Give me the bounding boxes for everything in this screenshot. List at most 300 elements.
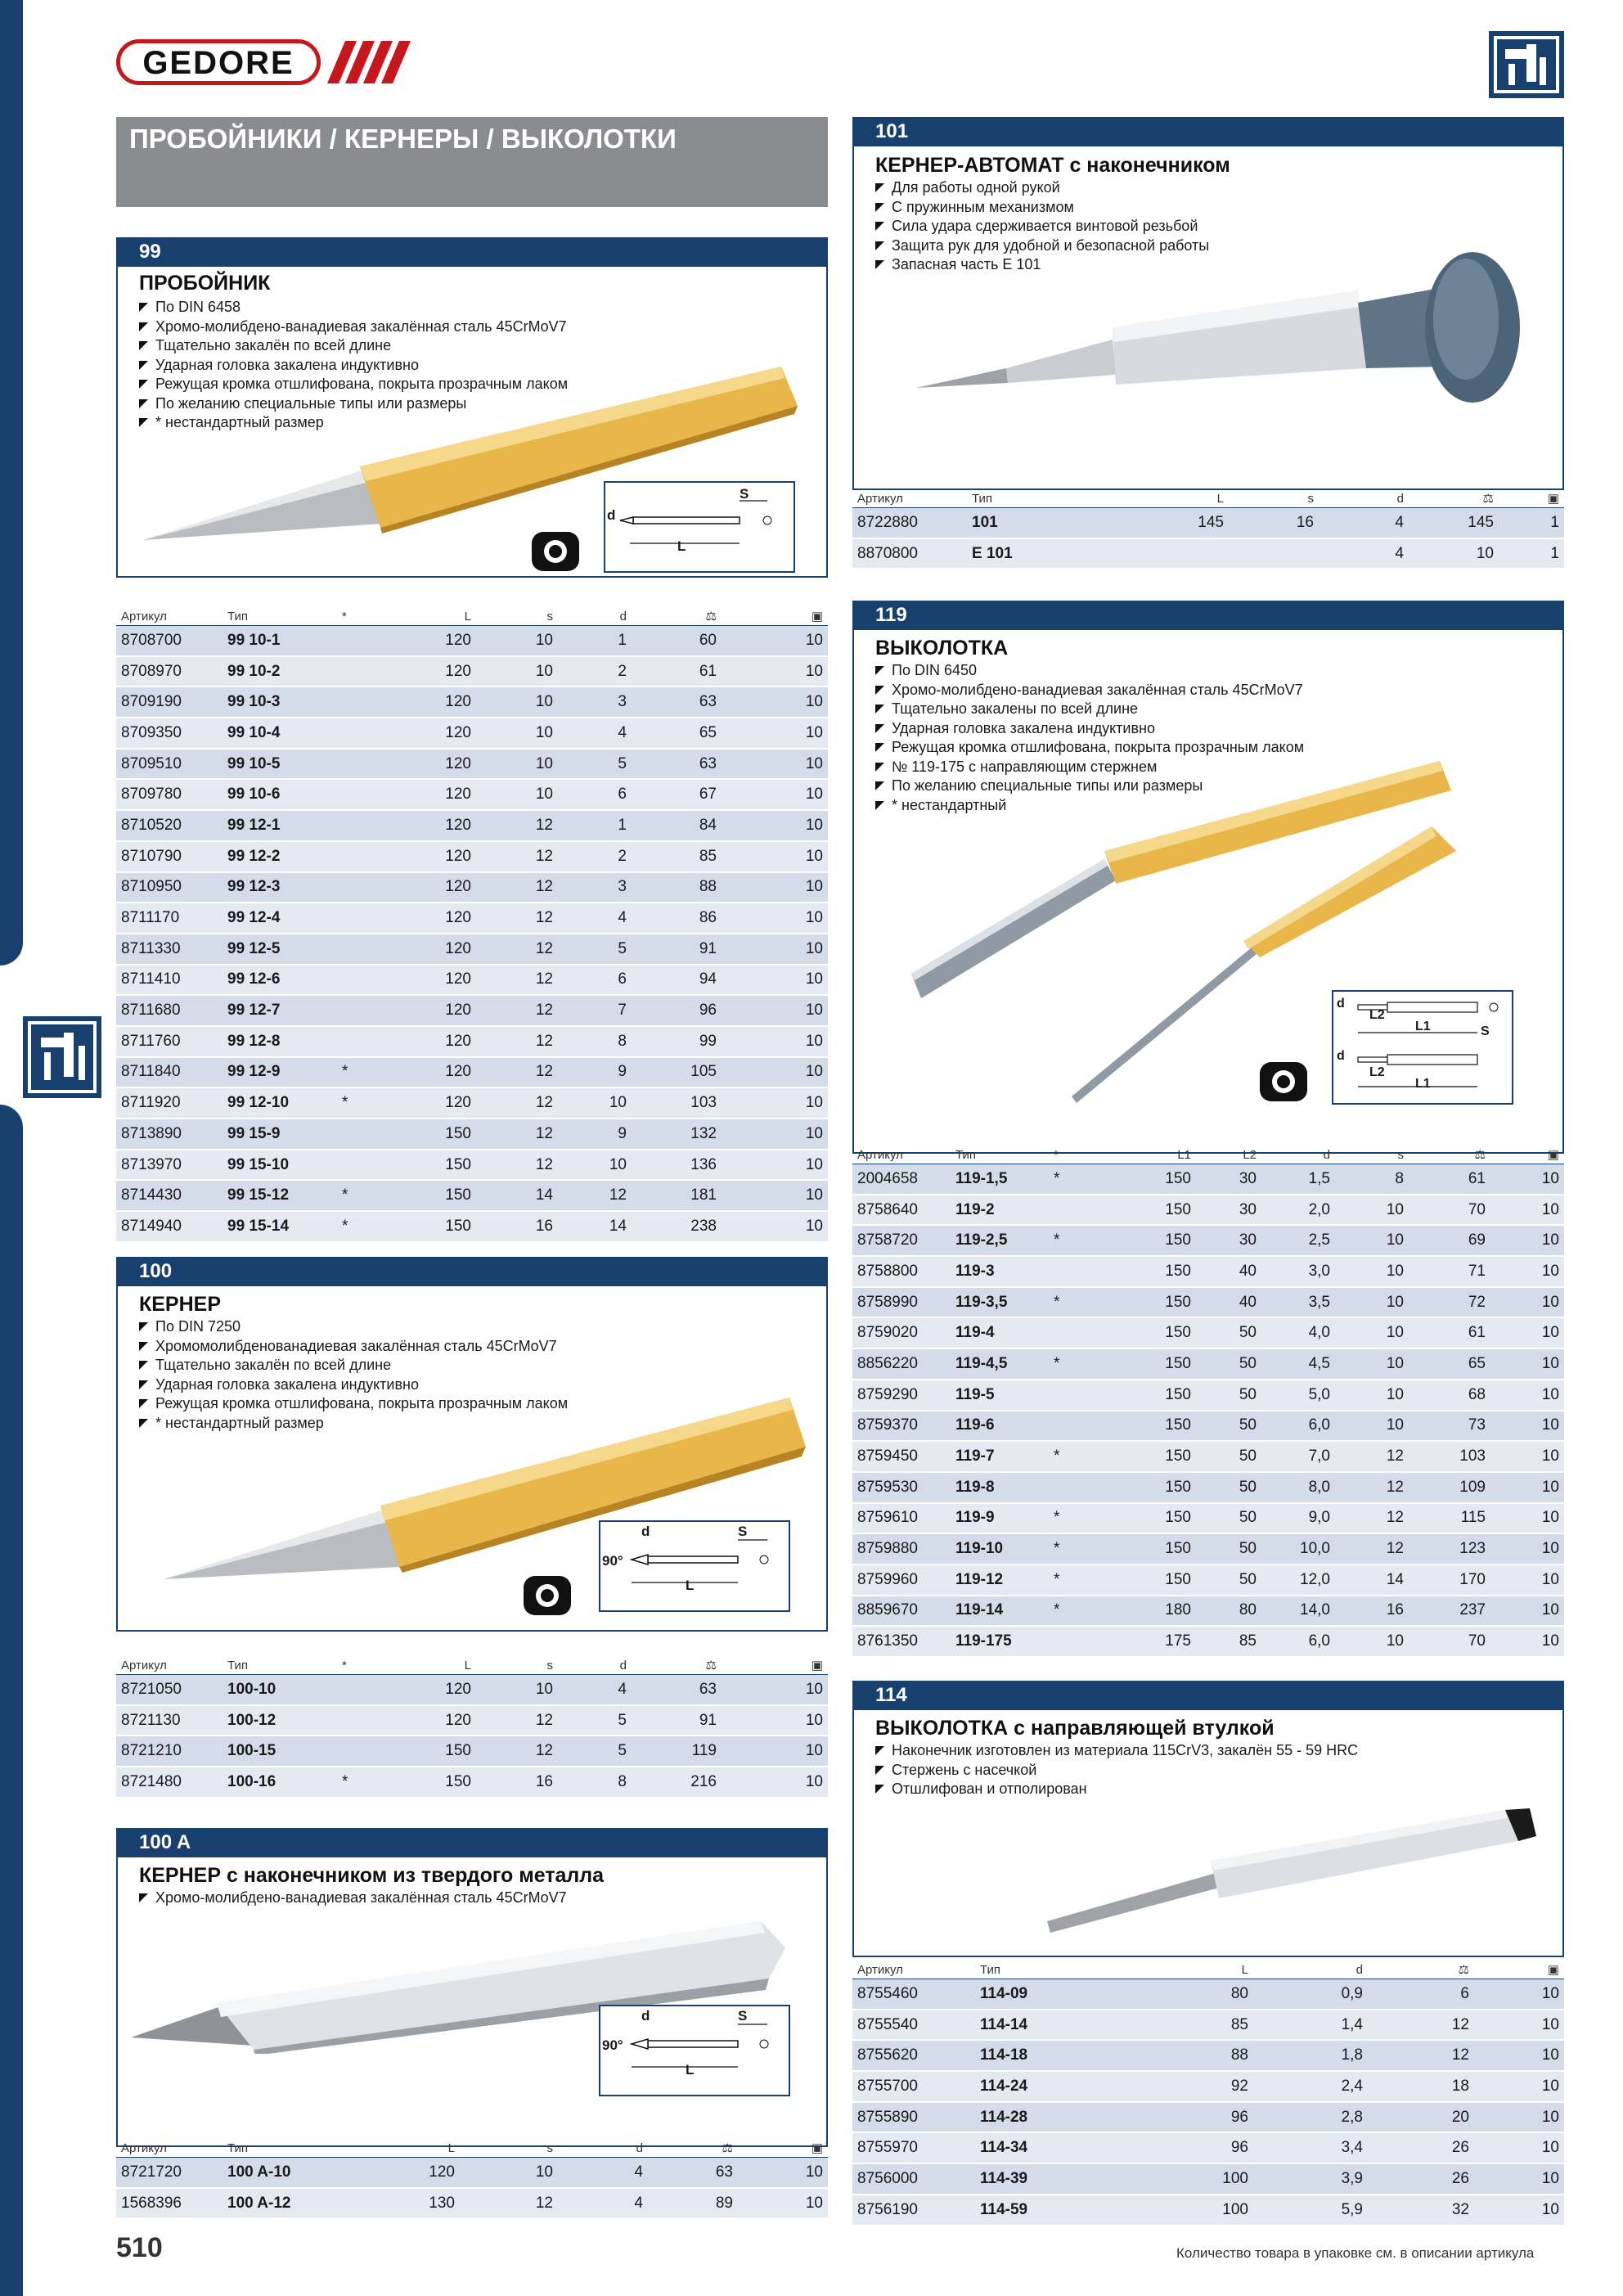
pack-quantity-icon: ▣ <box>722 607 828 626</box>
section-101-rows <box>852 508 1564 569</box>
table-cell <box>337 903 370 934</box>
section-100a-table <box>116 2139 828 2219</box>
table-cell: 99 10-3 <box>223 687 337 718</box>
table-cell: 150 <box>1098 1287 1196 1318</box>
feature-item: По DIN 7250 <box>139 1317 568 1337</box>
table-cell: 10 <box>722 1736 828 1767</box>
table-cell: 0,9 <box>1253 1979 1368 2010</box>
table-cell: 8711920 <box>116 1087 223 1119</box>
col-article: Артикул <box>852 1961 975 1979</box>
table-row <box>116 1150 828 1181</box>
table-row <box>852 1533 1564 1564</box>
table-cell <box>337 656 370 687</box>
diagram-label-s: S <box>1481 1024 1490 1038</box>
col-type: Тип <box>951 1146 1049 1164</box>
feature-item: Тщательно закалён по всей длине <box>139 336 568 356</box>
section-100-title: КЕРНЕР <box>139 1293 222 1316</box>
feature-item: Защита рук для удобной и безопасной работы <box>875 236 1209 256</box>
table-cell: 16 <box>476 1211 558 1242</box>
table-cell <box>337 1119 370 1150</box>
table-cell: 96 <box>1122 2102 1253 2133</box>
col-article: Артикул <box>852 1146 951 1164</box>
table-cell: 50 <box>1196 1564 1261 1596</box>
table-cell: 99 10-1 <box>223 626 337 656</box>
table-cell: 10 <box>1335 1256 1409 1287</box>
table-cell: 8755540 <box>852 2010 975 2041</box>
table-cell: 99 12-3 <box>223 872 337 903</box>
feature-item: Ударная головка закалена индуктивно <box>139 356 568 376</box>
table-cell: 70 <box>1409 1195 1490 1226</box>
table-cell: * <box>1049 1225 1098 1256</box>
pack-quantity-icon: ▣ <box>1474 1961 1564 1979</box>
table-row <box>852 1348 1564 1380</box>
table-cell: 8714940 <box>116 1211 223 1242</box>
table-cell: 10 <box>722 1057 828 1088</box>
table-cell: 119-2,5 <box>951 1225 1049 1256</box>
table-cell: 12 <box>1335 1533 1409 1564</box>
table-cell: 10 <box>722 1150 828 1181</box>
table-header-row <box>852 489 1564 508</box>
table-cell: 10 <box>1490 1441 1564 1472</box>
table-cell <box>337 1026 370 1057</box>
table-cell: 136 <box>632 1150 722 1181</box>
table-cell: 8711840 <box>116 1057 223 1088</box>
section-119-diagram <box>1332 990 1513 1105</box>
table-cell: 4 <box>1319 538 1409 569</box>
table-row <box>852 2040 1564 2071</box>
table-cell: 10 <box>1335 1411 1409 1442</box>
table-cell: 8709510 <box>116 749 223 780</box>
section-119-title: ВЫКОЛОТКА <box>875 637 1009 660</box>
table-cell: 63 <box>632 687 722 718</box>
diagram-label-d: d <box>1337 997 1345 1011</box>
table-cell: 120 <box>370 841 476 872</box>
table-cell: 12 <box>476 1150 558 1181</box>
table-cell: 61 <box>1409 1164 1490 1195</box>
table-cell: 114-24 <box>975 2071 1122 2102</box>
table-cell: 150 <box>1098 1256 1196 1287</box>
table-cell <box>1049 1195 1098 1226</box>
table-cell: * <box>337 1057 370 1088</box>
table-cell: 8709350 <box>116 718 223 749</box>
table-cell: 8 <box>558 1026 632 1057</box>
section-100a-number: 100 A <box>116 1828 828 1857</box>
table-cell: 2 <box>558 656 632 687</box>
table-cell: 10 <box>1490 1225 1564 1256</box>
table-cell: 50 <box>1196 1348 1261 1380</box>
table-cell: 12 <box>1368 2010 1474 2041</box>
col-s: s <box>476 607 558 626</box>
section-100-rows <box>116 1675 828 1798</box>
table-cell: 150 <box>1098 1472 1196 1503</box>
table-row <box>852 1596 1564 1627</box>
table-cell: 8758720 <box>852 1225 951 1256</box>
table-cell: 12 <box>476 1705 558 1736</box>
table-cell: 150 <box>1098 1533 1196 1564</box>
feature-item: Режущая кромка отшлифована, покрыта прозрачным лаком <box>139 1394 568 1414</box>
table-cell: 50 <box>1196 1472 1261 1503</box>
table-cell: 10 <box>1474 2195 1564 2226</box>
table-cell: 119-1,5 <box>951 1164 1049 1195</box>
table-cell: 8711410 <box>116 965 223 996</box>
table-cell: 1 <box>1499 538 1564 569</box>
table-cell: 10 <box>1490 1164 1564 1195</box>
section-119-number: 119 <box>852 601 1564 630</box>
pack-quantity-icon: ▣ <box>1490 1146 1564 1164</box>
table-row <box>116 841 828 872</box>
table-cell: 12 <box>476 903 558 934</box>
table-cell: 10,0 <box>1261 1533 1335 1564</box>
table-cell: 85 <box>1122 2010 1253 2041</box>
table-cell: 1 <box>558 626 632 656</box>
diagram-label-l: L <box>686 2062 695 2078</box>
table-cell: 216 <box>632 1767 722 1798</box>
side-tool-icon <box>23 1016 101 1098</box>
feature-item: * нестандартный размер <box>139 413 568 433</box>
table-cell <box>337 965 370 996</box>
col-type: Тип <box>223 607 337 626</box>
table-cell: 114-18 <box>975 2040 1122 2071</box>
table-cell: 100-15 <box>223 1736 337 1767</box>
table-cell: 1,5 <box>1261 1164 1335 1195</box>
table-row <box>852 2071 1564 2102</box>
side-tab-bottom <box>0 1105 23 2296</box>
weight-icon: ⚖ <box>632 1656 722 1675</box>
table-cell: 8711680 <box>116 995 223 1026</box>
table-cell: 120 <box>370 1026 476 1057</box>
table-row <box>852 1503 1564 1534</box>
table-cell: 99 15-10 <box>223 1150 337 1181</box>
table-cell: 20 <box>1368 2102 1474 2133</box>
table-cell: 100-10 <box>223 1675 337 1705</box>
table-row <box>852 1256 1564 1287</box>
table-cell: 12 <box>476 995 558 1026</box>
table-cell: 99 15-9 <box>223 1119 337 1150</box>
feature-item: № 119-175 с направляющим стержнем <box>875 758 1304 777</box>
table-cell: 150 <box>1098 1503 1196 1534</box>
table-cell: 12 <box>476 1026 558 1057</box>
table-cell: 8759020 <box>852 1317 951 1348</box>
table-cell: 175 <box>1098 1626 1196 1657</box>
table-cell: 10 <box>722 626 828 656</box>
col-l2: L2 <box>1196 1146 1261 1164</box>
table-cell: * <box>1049 1503 1098 1534</box>
table-cell: 8758800 <box>852 1256 951 1287</box>
table-cell: 12 <box>476 1736 558 1767</box>
table-cell: 120 <box>370 687 476 718</box>
table-cell: 50 <box>1196 1441 1261 1472</box>
table-cell: 8755970 <box>852 2132 975 2163</box>
table-cell <box>337 934 370 965</box>
diagram-label-angle: 90° <box>602 1553 623 1569</box>
table-cell: 10 <box>722 1211 828 1242</box>
table-cell: 10 <box>722 841 828 872</box>
table-cell: 120 <box>370 626 476 656</box>
table-cell: 10 <box>738 2188 828 2219</box>
table-cell: 8721050 <box>116 1675 223 1705</box>
section-101-table <box>852 489 1564 569</box>
table-cell: 10 <box>1490 1472 1564 1503</box>
section-99-table <box>116 607 828 1243</box>
page-title-banner <box>116 117 828 207</box>
table-cell: 10 <box>1409 538 1499 569</box>
table-cell: 99 15-12 <box>223 1180 337 1211</box>
col-s: s <box>476 1656 558 1675</box>
table-cell: 181 <box>632 1180 722 1211</box>
table-cell: 10 <box>722 1026 828 1057</box>
table-cell: 103 <box>632 1087 722 1119</box>
feature-item: Тщательно закалены по всей длине <box>875 700 1304 719</box>
table-cell: 120 <box>370 779 476 810</box>
table-cell: 119-6 <box>951 1411 1049 1442</box>
table-cell <box>1229 538 1319 569</box>
table-row <box>852 2132 1564 2163</box>
diagram-label-s: S <box>738 2008 748 2024</box>
table-cell: 114-14 <box>975 2010 1122 2041</box>
table-cell: 99 12-8 <box>223 1026 337 1057</box>
table-cell: 8710790 <box>116 841 223 872</box>
table-cell: 99 12-7 <box>223 995 337 1026</box>
table-cell: 99 12-6 <box>223 965 337 996</box>
table-cell: 99 <box>632 1026 722 1057</box>
table-cell: 1 <box>1499 508 1564 538</box>
table-cell: 114-39 <box>975 2163 1122 2195</box>
table-header-row <box>852 1961 1564 1979</box>
table-row <box>852 1979 1564 2010</box>
table-cell: 65 <box>632 718 722 749</box>
table-cell: 120 <box>370 718 476 749</box>
table-cell: 10 <box>1474 2071 1564 2102</box>
table-cell: * <box>1049 1533 1098 1564</box>
gs-certification-icon <box>1258 1060 1309 1103</box>
section-99-diagram <box>604 481 795 573</box>
table-row <box>116 934 828 965</box>
page-title: ПРОБОЙНИКИ / КЕРНЕРЫ / ВЫКОЛОТКИ <box>129 124 677 154</box>
punch-hammer-icon <box>1489 31 1564 98</box>
table-cell: 150 <box>1098 1441 1196 1472</box>
table-row <box>852 2010 1564 2041</box>
table-cell: 119-5 <box>951 1380 1049 1411</box>
table-cell: 8759610 <box>852 1503 951 1534</box>
table-cell: 119-2 <box>951 1195 1049 1226</box>
table-cell: 100 <box>1122 2163 1253 2195</box>
table-row <box>116 903 828 934</box>
table-cell: 10 <box>1474 2040 1564 2071</box>
table-row <box>852 1287 1564 1318</box>
table-cell: 10 <box>1474 1979 1564 2010</box>
table-cell: 18 <box>1368 2071 1474 2102</box>
table-cell <box>337 779 370 810</box>
table-row <box>852 508 1564 538</box>
table-cell: 3,0 <box>1261 1256 1335 1287</box>
table-cell: 10 <box>1490 1348 1564 1380</box>
feature-item: * нестандартный <box>875 796 1304 816</box>
table-cell <box>1098 538 1229 569</box>
col-l: L <box>370 1656 476 1675</box>
table-cell: 50 <box>1196 1380 1261 1411</box>
table-cell: 10 <box>722 872 828 903</box>
table-cell: 119-14 <box>951 1596 1049 1627</box>
table-cell: * <box>1049 1564 1098 1596</box>
table-cell: 50 <box>1196 1411 1261 1442</box>
table-cell <box>1049 1380 1098 1411</box>
table-cell: 10 <box>476 718 558 749</box>
table-cell: 10 <box>722 1705 828 1736</box>
table-cell: 10 <box>1490 1317 1564 1348</box>
section-114-number: 114 <box>852 1681 1564 1710</box>
col-star: * <box>337 607 370 626</box>
table-cell: 120 <box>370 965 476 996</box>
table-cell: 4 <box>558 718 632 749</box>
table-cell: 65 <box>1409 1348 1490 1380</box>
pack-quantity-icon: ▣ <box>738 2139 828 2158</box>
table-cell: 8755620 <box>852 2040 975 2071</box>
table-cell: 26 <box>1368 2132 1474 2163</box>
table-cell: 8 <box>1335 1164 1409 1195</box>
diagram-label-angle: 90° <box>602 2037 623 2053</box>
table-cell: 150 <box>1098 1195 1196 1226</box>
table-cell: 32 <box>1368 2195 1474 2226</box>
table-cell: 8,0 <box>1261 1472 1335 1503</box>
feature-item: Отшлифован и отполирован <box>875 1780 1358 1799</box>
table-cell: 115 <box>1409 1503 1490 1534</box>
table-cell: 8 <box>558 1767 632 1798</box>
feature-item: Режущая кромка отшлифована, покрыта прозрачным лаком <box>875 738 1304 758</box>
table-cell: 63 <box>648 2158 738 2188</box>
table-row <box>116 1736 828 1767</box>
table-cell: 10 <box>1335 1380 1409 1411</box>
table-cell: 4,0 <box>1261 1317 1335 1348</box>
table-cell <box>337 749 370 780</box>
table-cell: 1 <box>558 810 632 841</box>
col-article: Артикул <box>116 607 223 626</box>
table-cell: 96 <box>632 995 722 1026</box>
table-cell: 99 15-14 <box>223 1211 337 1242</box>
feature-item: Ударная головка закалена индуктивно <box>875 719 1304 739</box>
table-cell: 145 <box>1409 508 1499 538</box>
section-100a-diagram <box>599 2005 790 2096</box>
feature-item: Сила удара сдерживается винтовой резьбой <box>875 217 1209 236</box>
diagram-label-l1: L1 <box>1415 1077 1431 1091</box>
table-cell: 99 12-2 <box>223 841 337 872</box>
table-cell: 63 <box>632 749 722 780</box>
table-cell: 9 <box>558 1119 632 1150</box>
table-cell: 10 <box>1335 1195 1409 1226</box>
col-type: Тип <box>975 1961 1122 1979</box>
table-cell: 10 <box>476 656 558 687</box>
section-99-title: ПРОБОЙНИК <box>139 272 271 295</box>
feature-item: По желанию специальные типы или размеры <box>875 777 1304 796</box>
table-row <box>852 1472 1564 1503</box>
table-cell: 100 A-12 <box>223 2188 353 2219</box>
table-cell: 99 10-2 <box>223 656 337 687</box>
table-row <box>852 538 1564 569</box>
table-cell: 12,0 <box>1261 1564 1335 1596</box>
feature-item: Стержень с насечкой <box>875 1761 1358 1781</box>
feature-item: Хромомолибденованадиевая закалённая сталь 45CrMoV7 <box>139 1337 568 1357</box>
table-cell: 63 <box>632 1675 722 1705</box>
table-cell: 10 <box>1335 1626 1409 1657</box>
section-114-rows <box>852 1979 1564 2226</box>
table-cell: 67 <box>632 779 722 810</box>
table-cell: 8709190 <box>116 687 223 718</box>
table-cell: * <box>1049 1164 1098 1195</box>
table-row <box>852 2195 1564 2226</box>
table-cell: 12 <box>476 841 558 872</box>
table-cell: 130 <box>353 2188 460 2219</box>
table-cell: 119-8 <box>951 1472 1049 1503</box>
table-cell: 99 10-5 <box>223 749 337 780</box>
table-cell: 12 <box>460 2188 558 2219</box>
table-cell: 40 <box>1196 1256 1261 1287</box>
table-cell: 180 <box>1098 1596 1196 1627</box>
table-row <box>116 1057 828 1088</box>
table-cell: 61 <box>1409 1317 1490 1348</box>
table-cell <box>337 1705 370 1736</box>
table-cell: 120 <box>370 1675 476 1705</box>
weight-icon: ⚖ <box>1368 1961 1474 1979</box>
table-cell: 1,4 <box>1253 2010 1368 2041</box>
automatic-center-punch-image <box>916 245 1554 442</box>
table-cell: 119-175 <box>951 1626 1049 1657</box>
table-cell: 84 <box>632 810 722 841</box>
table-cell <box>337 626 370 656</box>
table-row <box>852 2163 1564 2195</box>
table-cell: 5 <box>558 934 632 965</box>
section-100a-title: КЕРНЕР с наконечником из твердого металла <box>139 1864 605 1887</box>
table-cell: 1,8 <box>1253 2040 1368 2071</box>
table-cell: 12 <box>476 965 558 996</box>
table-cell: 10 <box>722 779 828 810</box>
table-cell: 150 <box>370 1119 476 1150</box>
table-cell: 16 <box>1335 1596 1409 1627</box>
table-cell: 8713970 <box>116 1150 223 1181</box>
table-cell: 6 <box>1368 1979 1474 2010</box>
table-cell: 9,0 <box>1261 1503 1335 1534</box>
table-cell: 99 12-1 <box>223 810 337 841</box>
section-99-rows <box>116 626 828 1242</box>
table-cell <box>337 1675 370 1705</box>
table-cell: 150 <box>1098 1225 1196 1256</box>
table-cell: 8870800 <box>852 538 967 569</box>
table-cell <box>1049 1317 1098 1348</box>
section-114-features <box>875 1741 1358 1799</box>
table-cell: 150 <box>1098 1317 1196 1348</box>
table-row <box>852 1441 1564 1472</box>
section-101-title: КЕРНЕР-АВТОМАТ с наконечником <box>875 154 1230 177</box>
table-cell: 5,0 <box>1261 1380 1335 1411</box>
col-s: s <box>1335 1146 1409 1164</box>
table-cell: 120 <box>353 2158 460 2188</box>
feature-item: Тщательно закалён по всей длине <box>139 1356 568 1375</box>
table-row <box>116 779 828 810</box>
table-cell: 99 10-4 <box>223 718 337 749</box>
table-cell: 9 <box>558 1057 632 1088</box>
table-cell: 119-7 <box>951 1441 1049 1472</box>
table-cell: 114-09 <box>975 1979 1122 2010</box>
table-cell: 91 <box>632 1705 722 1736</box>
gs-certification-icon <box>522 1574 573 1617</box>
col-l: L <box>1122 1961 1253 1979</box>
table-cell: 60 <box>632 626 722 656</box>
table-cell: 10 <box>722 1675 828 1705</box>
feature-item: Запасная часть Е 101 <box>875 255 1209 275</box>
table-cell: 119-9 <box>951 1503 1049 1534</box>
col-article: Артикул <box>116 1656 223 1675</box>
table-cell: 50 <box>1196 1533 1261 1564</box>
section-114-table <box>852 1961 1564 2226</box>
table-cell: 10 <box>722 656 828 687</box>
